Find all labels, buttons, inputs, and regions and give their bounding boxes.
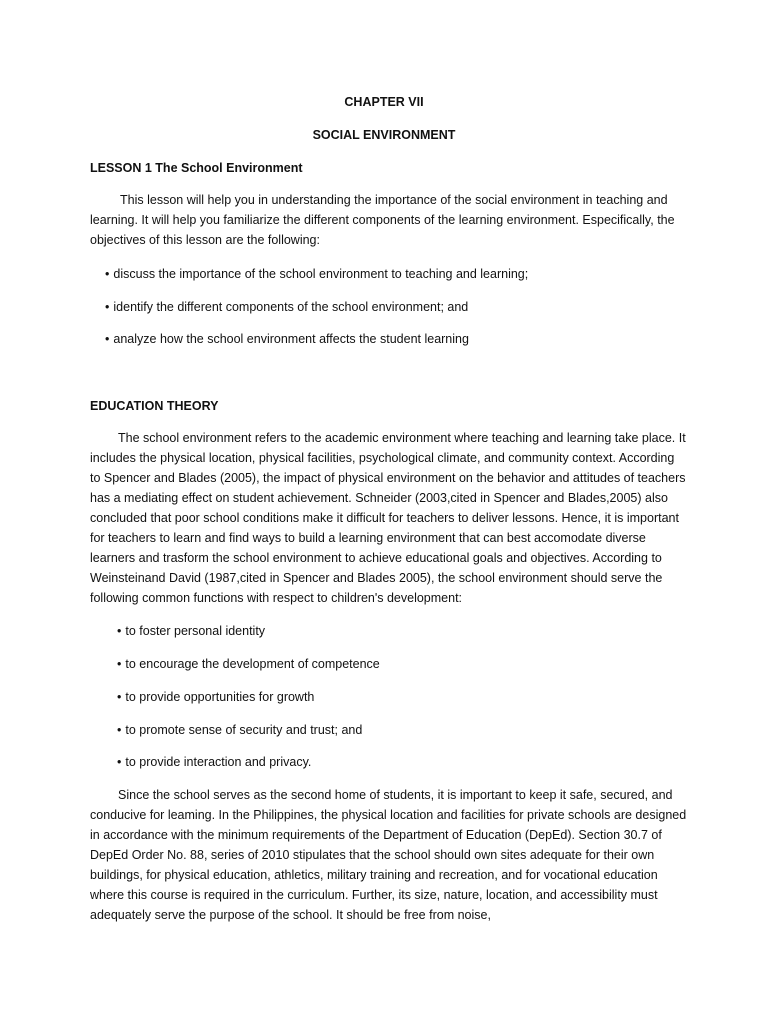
bullet-icon: • <box>117 657 122 671</box>
objective-text: analyze how the school environment affects the student learning <box>113 332 469 346</box>
function-text: to provide opportunities for growth <box>125 690 315 704</box>
objective-item <box>105 266 528 282</box>
function-item <box>117 722 362 738</box>
intro-paragraph: This lesson will help you in understanding the importance of the social environment in teaching and learning. It will help you familiarize the different components of the learning environment. Especifically, the objectives of this lesson are the following: <box>90 193 675 247</box>
chapter-title: CHAPTER VII <box>344 95 424 109</box>
bullet-icon: • <box>117 624 122 638</box>
function-text: to promote sense of security and trust; and <box>125 723 363 737</box>
objective-item <box>105 299 468 315</box>
bullet-icon: • <box>105 300 110 314</box>
bullet-icon: • <box>117 723 122 737</box>
bullet-icon: • <box>117 755 122 769</box>
objective-text: discuss the importance of the school environment to teaching and learning; <box>113 267 529 281</box>
function-text: to provide interaction and privacy. <box>125 755 312 769</box>
function-item <box>117 656 380 672</box>
closing-paragraph: Since the school serves as the second home of students, it is important to keep it safe, secured, and conducive for leaming. In the Philippines, the physical location and facilities for private schools are designed in accordance with the minimum requirements of the Department of Education (DepEd). Section 30.7 of DepEd Order No. 88, series of 2010 stipulates that the school should own sites adequate for their own buildings, for physical education, athletics, military training and recreation, and for vocational education where this course is required in the curriculum. Further, its size, nature, location, and accessibility must adequately serve the purpose of the school. It should be free from noise, <box>90 788 687 922</box>
function-item <box>117 623 265 639</box>
bullet-icon: • <box>105 332 110 346</box>
objective-item <box>105 331 469 347</box>
theory-paragraph: The school environment refers to the academic environment where teaching and learning take place. It includes the physical location, physical facilities, psychological climate, and community context. According to Spencer and Blades (2005), the impact of physical environment on the behavior and attitudes of teachers has a mediating effect on student achievement. Schneider (2003,cited in Spencer and Blades,2005) also concluded that poor school conditions make it difficult for teachers to deliver lessons. Hence, it is important for teachers to learn and find ways to build a learning environment that can best accomodate diverse learners and trasform the school environment to achieve educational goals and objectives. According to Weinsteinand David (1987,cited in Spencer and Blades 2005), the school environment should serve the following common functions with respect to children's development: <box>90 431 686 605</box>
section-title: EDUCATION THEORY <box>90 399 219 413</box>
function-item <box>117 689 314 705</box>
function-item <box>117 754 311 770</box>
function-text: to encourage the development of competence <box>125 657 380 671</box>
bullet-icon: • <box>105 267 110 281</box>
bullet-icon: • <box>117 690 122 704</box>
objective-text: identify the different components of the school environment; and <box>113 300 469 314</box>
function-text: to foster personal identity <box>125 624 266 638</box>
chapter-subtitle: SOCIAL ENVIRONMENT <box>312 128 456 142</box>
lesson-title: LESSON 1 The School Environment <box>90 161 303 175</box>
